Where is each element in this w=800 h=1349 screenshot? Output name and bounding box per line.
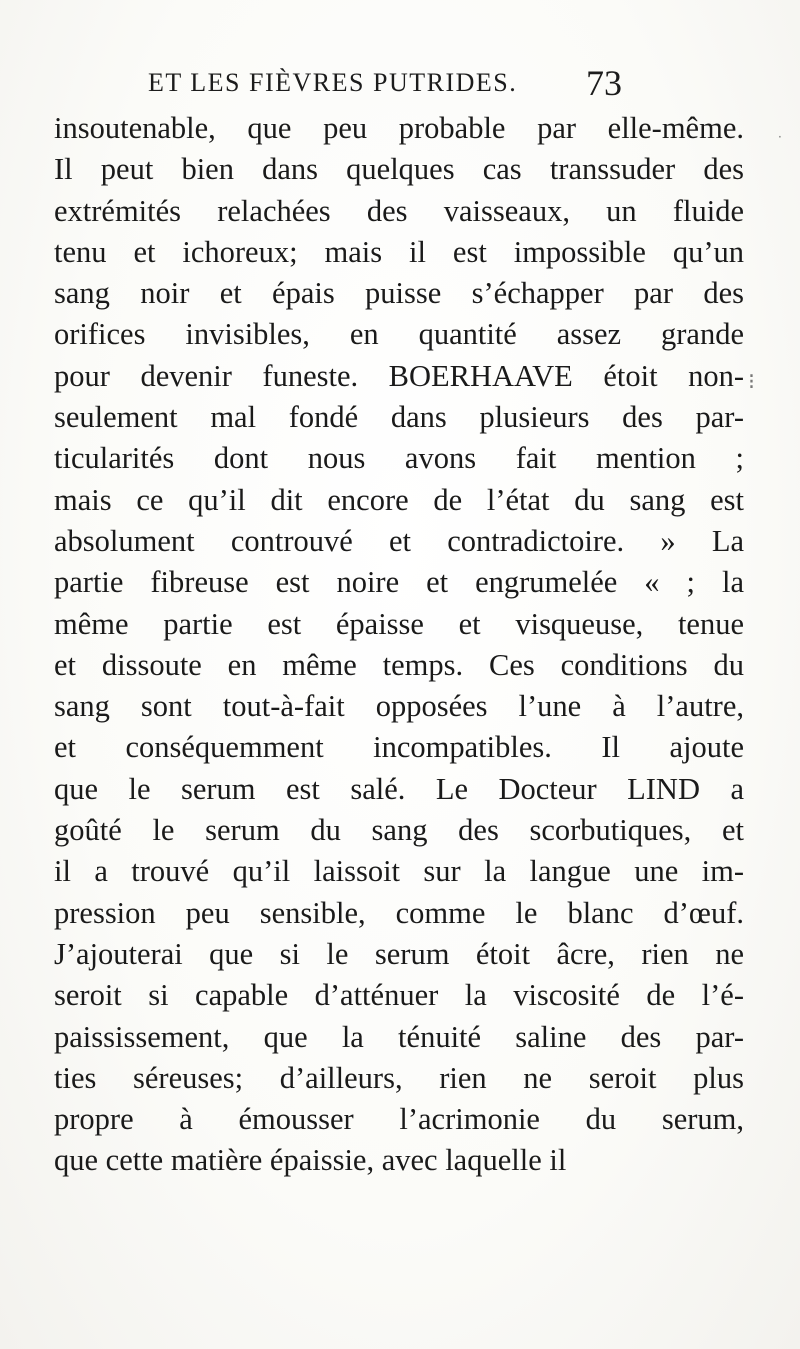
page-number: 73 — [586, 63, 622, 103]
text-line: sang sont tout-à-fait opposées l’une à l’autre, — [54, 689, 744, 724]
text-line: tenu et ichoreux; mais il est impossible qu’un — [54, 234, 744, 269]
body-text — [54, 108, 744, 1182]
text-line: J’ajouterai que si le serum étoit âcre, rien ne — [54, 936, 744, 971]
margin-mark: · — [778, 130, 782, 144]
text-line: et dissoute en même temps. Ces conditions du — [54, 647, 744, 682]
text-line: il a trouvé qu’il laissoit sur la langue une im- — [54, 854, 744, 889]
text-line: seroit si capable d’atténuer la viscosité de l’é- — [54, 978, 744, 1013]
text-line: que cette matière épaissie, avec laquelle il — [54, 1143, 567, 1178]
margin-mark: ⁝ — [748, 370, 755, 395]
text-line: sang noir et épais puisse s’échapper par des — [54, 276, 744, 311]
text-line: ticularités dont nous avons fait mention ; — [54, 441, 744, 476]
text-line: Il peut bien dans quelques cas transsuder des — [54, 152, 744, 187]
text-line: ties séreuses; d’ailleurs, rien ne seroit plus — [54, 1060, 744, 1095]
text-line: extrémités relachées des vaisseaux, un fluide — [54, 193, 744, 228]
page-header — [148, 62, 622, 102]
text-line: pour devenir funeste. BOERHAAVE étoit non- — [54, 358, 744, 393]
text-line: mais ce qu’il dit encore de l’état du sang est — [54, 482, 744, 517]
text-line: absolument controuvé et contradictoire. » La — [54, 523, 744, 558]
text-line: goûté le serum du sang des scorbutiques, et — [54, 813, 744, 848]
text-line: même partie est épaisse et visqueuse, tenue — [54, 606, 744, 641]
text-line: propre à émousser l’acrimonie du serum, — [54, 1102, 744, 1137]
running-title: ET LES FIÈVRES PUTRIDES. — [148, 68, 518, 97]
text-line: pression peu sensible, comme le blanc d’œuf. — [54, 895, 744, 930]
text-line: et conséquemment incompatibles. Il ajoute — [54, 730, 744, 765]
text-line: orifices invisibles, en quantité assez grande — [54, 317, 744, 352]
text-line: seulement mal fondé dans plusieurs des par- — [54, 400, 744, 435]
text-line: partie fibreuse est noire et engrumelée « ; la — [54, 565, 744, 600]
text-line: paississement, que la ténuité saline des par- — [54, 1019, 744, 1054]
text-line: que le serum est salé. Le Docteur LIND a — [54, 771, 744, 806]
text-line: insoutenable, que peu probable par elle-même. — [54, 111, 744, 145]
